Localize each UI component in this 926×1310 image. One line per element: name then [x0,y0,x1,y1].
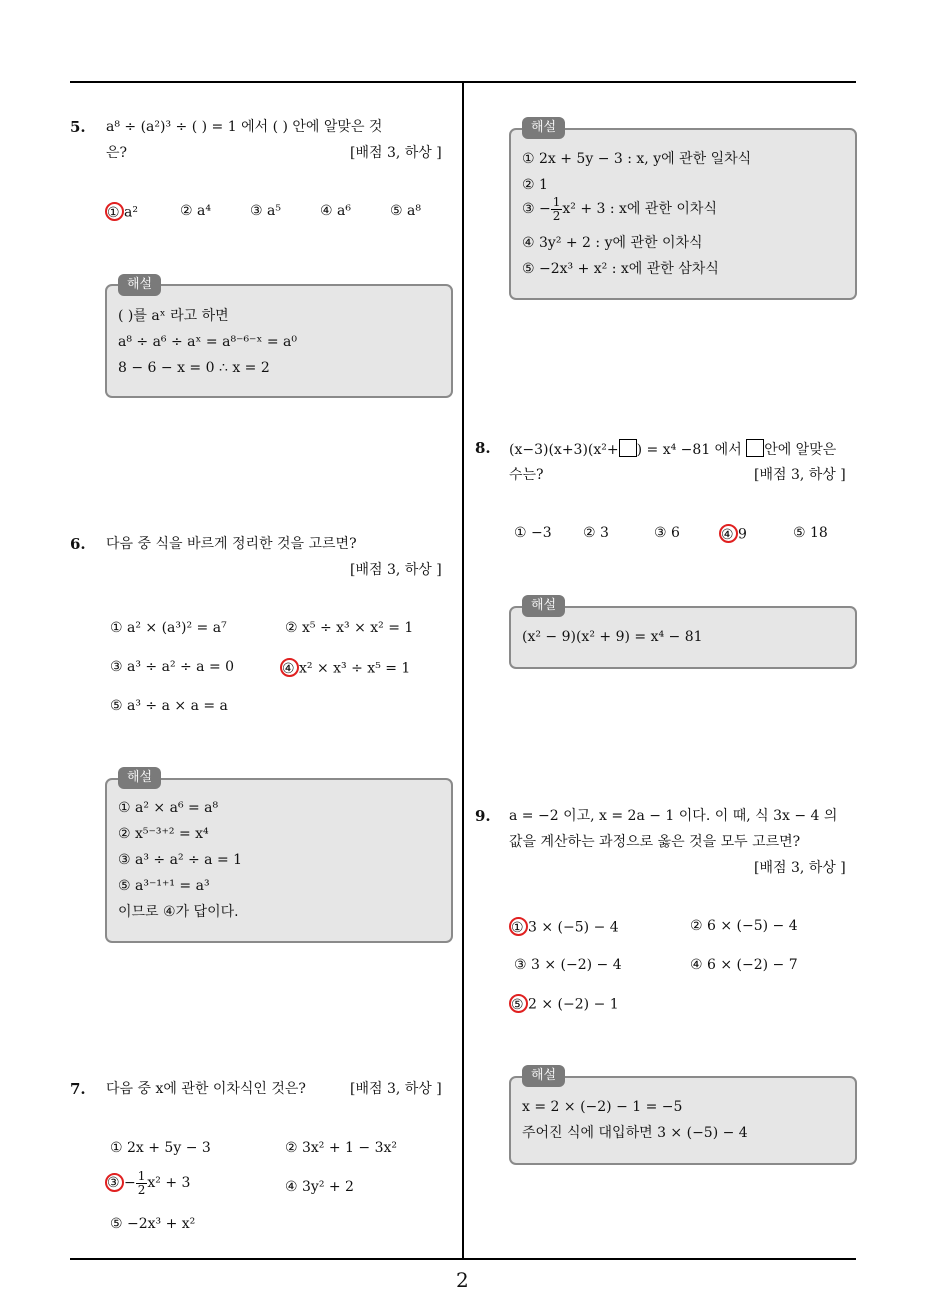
choice-5[interactable]: ⑤ −2x³ + x² [110,1216,196,1232]
choice-mark: ① [107,204,120,221]
choice-3[interactable]: ③ 3 × (−2) − 4 [514,957,622,973]
choice-text: x² + 3 [147,1175,191,1192]
question-text: 다음 중 x에 관한 이차식인 것은? [106,1081,306,1097]
explanation-line: ③ − $\frac{1}{2}$ x² + 3 : x에 관한 이차식 [522,195,717,223]
page-number: 2 [456,1268,469,1292]
score-meta: [배점 3, 하상 ] [754,860,846,876]
choice-5[interactable]: ⑤ 18 [793,525,828,541]
choice-text: 3 × (−5) − 4 [528,919,619,936]
explanation-line: ② 1 [522,177,548,193]
question-text: 값을 계산하는 과정으로 옳은 것을 모두 고르면? [509,834,801,850]
column-divider [462,81,464,1259]
choice-2[interactable]: ② a⁴ [180,203,211,219]
choice-4[interactable]: ④ a⁶ [320,203,351,219]
choice-1[interactable]: ① 2x + 5y − 3 [110,1140,211,1156]
question-text: a = −2 이고, x = 2a − 1 이다. 이 때, 식 3x − 4 의 [509,808,838,824]
answer-mark-circle [719,524,738,543]
choice-2[interactable]: ② 3 [583,525,609,541]
explanation-tag: 해설 [522,595,565,617]
question-number: 6. [70,535,86,553]
question-number: 8. [475,439,491,457]
explanation-line: ① a² × a⁶ = a⁸ [118,800,219,816]
answer-mark-circle [509,994,528,1013]
explanation-line: 8 − 6 − x = 0 ∴ x = 2 [118,360,270,376]
explanation-line: 주어진 식에 대입하면 3 × (−5) − 4 [522,1125,748,1141]
explanation-line: 이므로 ④가 답이다. [118,904,239,920]
blank-box [619,439,637,457]
choice-text: 2 × (−2) − 1 [528,996,619,1013]
choice-3[interactable]: ③ a³ ÷ a² ÷ a = 0 [110,659,235,675]
question-text: 다음 중 식을 바르게 정리한 것을 고르면? [106,536,357,552]
choice-text: a² [124,204,138,221]
choice-4[interactable]: ④ 6 × (−2) − 7 [690,957,798,973]
choice-text: x² × x³ ÷ x⁵ = 1 [299,660,411,677]
choice-2[interactable]: ② x⁵ ÷ x³ × x² = 1 [285,620,414,636]
question-text: (x−3)(x+3)(x²+ ) = x⁴ −81 에서 안에 알맞은 [509,441,836,459]
choice-text: 9 [738,526,747,543]
choice-1-selected[interactable] [108,203,138,222]
explanation-line: ④ 3y² + 2 : y에 관한 이차식 [522,235,703,251]
choice-5[interactable]: ⑤ a³ ÷ a × a = a [110,698,228,714]
choice-mark: ④ [721,526,734,543]
score-meta: [배점 3, 하상 ] [350,145,442,161]
explanation-line: a⁸ ÷ a⁶ ÷ aˣ = a⁸⁻⁶⁻ˣ = a⁰ [118,334,297,350]
choice-5-selected[interactable] [512,995,619,1014]
answer-mark-circle [105,202,124,221]
choice-2[interactable]: ② 6 × (−5) − 4 [690,918,798,934]
explanation-line: (x² − 9)(x² + 9) = x⁴ − 81 [522,629,703,645]
choice-1[interactable]: ① −3 [514,525,552,541]
answer-mark-circle [280,658,299,677]
choice-4[interactable]: ④ 3y² + 2 [285,1179,354,1195]
choice-mark: ① [511,919,524,936]
choice-1-selected[interactable] [512,918,619,937]
question-number: 9. [475,807,491,825]
question-text: a⁸ ÷ (a²)³ ÷ ( ) = 1 에서 ( ) 안에 알맞은 것 [106,119,383,135]
score-meta: [배점 3, 하상 ] [754,467,846,483]
score-meta: [배점 3, 하상 ] [350,1081,442,1097]
explanation-line: ③ a³ ÷ a² ÷ a = 1 [118,852,243,868]
choice-5[interactable]: ⑤ a⁸ [390,203,421,219]
choice-3[interactable]: ③ a⁵ [250,203,281,219]
explanation-tag: 해설 [522,117,565,139]
explanation-tag: 해설 [522,1065,565,1087]
fraction: $\frac{1}{2}$ [137,1169,146,1197]
choice-mark: ⑤ [511,996,524,1013]
score-meta: [배점 3, 하상 ] [350,562,442,578]
answer-mark-circle [105,1173,124,1192]
question-number: 5. [70,118,86,136]
blank-box [746,439,764,457]
explanation-line: ( )를 aˣ 라고 하면 [118,308,229,324]
explanation-line: ① 2x + 5y − 3 : x, y에 관한 일차식 [522,151,752,167]
choice-mark: ④ [282,660,295,677]
question-text: 수는? [509,467,544,483]
explanation-line: ② x⁵⁻³⁺² = x⁴ [118,826,209,842]
choice-mark: ③ [107,1175,120,1192]
explanation-line: ⑤ −2x³ + x² : x에 관한 삼차식 [522,261,719,277]
choice-4-selected[interactable] [722,525,747,544]
explanation-tag: 해설 [118,767,161,789]
explanation-line: x = 2 × (−2) − 1 = −5 [522,1099,683,1115]
question-text: 은? [106,145,128,161]
question-number: 7. [70,1080,86,1098]
bottom-rule [70,1258,856,1260]
choice-1[interactable]: ① a² × (a³)² = a⁷ [110,620,227,636]
choice-2[interactable]: ② 3x² + 1 − 3x² [285,1140,397,1156]
explanation-box [509,1076,857,1165]
answer-mark-circle [509,917,528,936]
choice-4-selected[interactable] [283,659,410,678]
choice-3-selected[interactable]: ③ − $\frac{1}{2}$ x² + 3 [107,1169,191,1197]
explanation-tag: 해설 [118,274,161,296]
explanation-line: ⑤ a³⁻¹⁺¹ = a³ [118,878,210,894]
choice-3[interactable]: ③ 6 [654,525,680,541]
